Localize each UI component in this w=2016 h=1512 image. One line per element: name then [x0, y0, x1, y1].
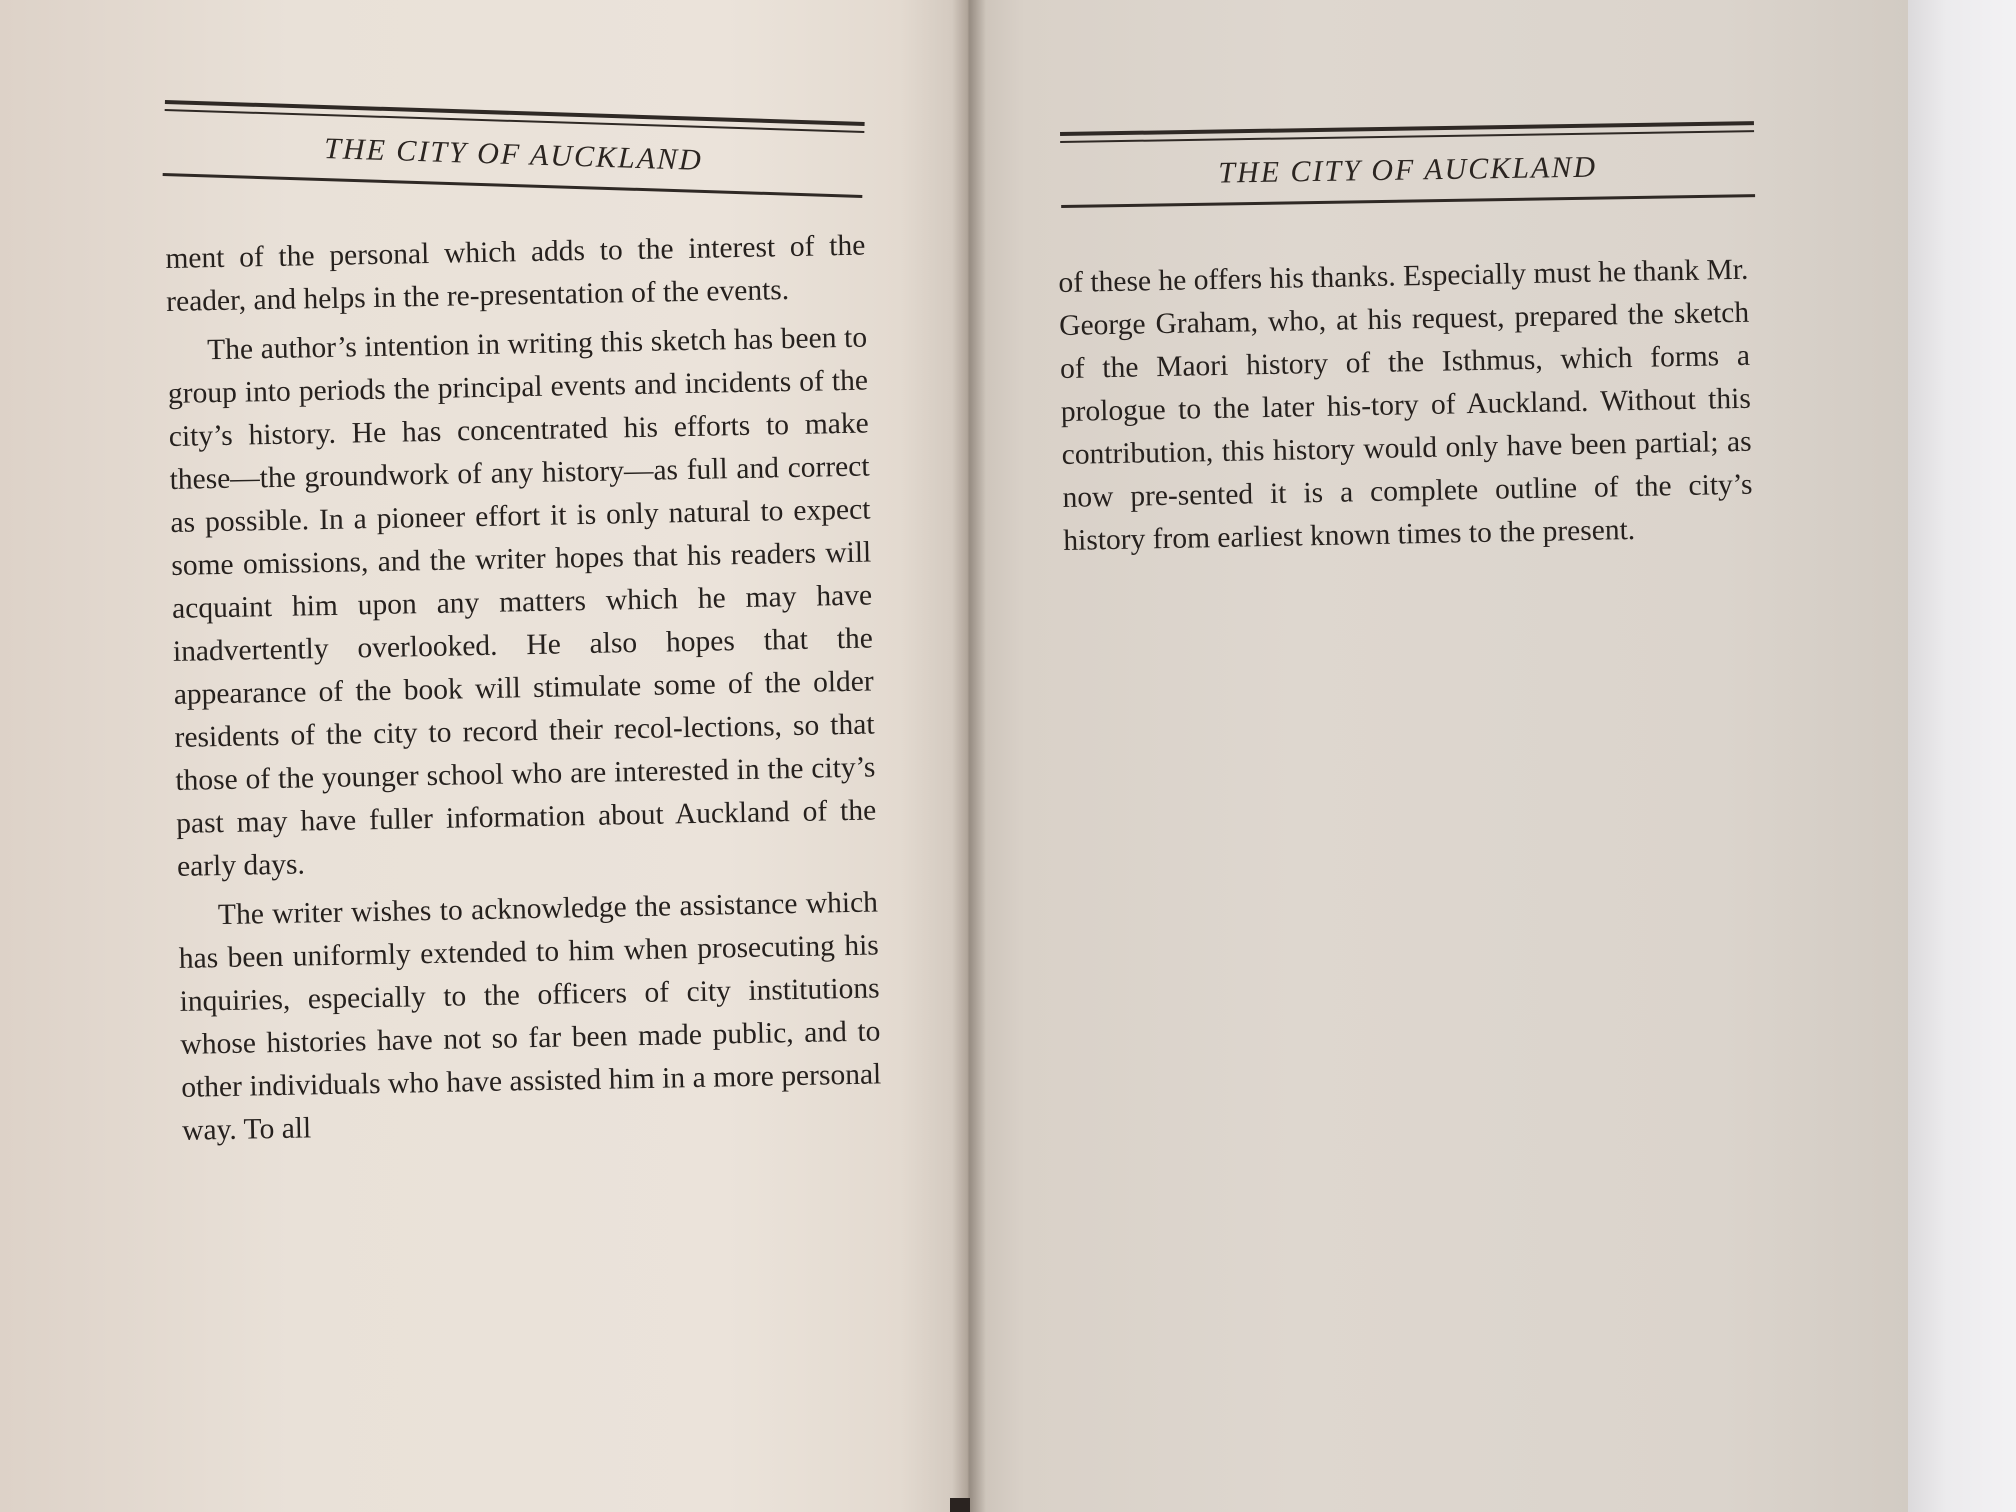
- background-surface: [1900, 0, 2016, 1512]
- paragraph: The author’s intention in writing this sketch has been to group into periods the principal events and incidents of the city’s history. He has concentrated his efforts to make these—the groundwork of any history—as full and correct as possible. In a pioneer effort it is only natural to expect some omissions, and the writer hopes that his readers will acquaint him upon any matters which he may have inadvertently overlooked. He also hopes that the appearance of the book will stimulate some of the older residents of the city to record their recol-lections, so that those of the younger school who are interested in the city’s past may have fuller information about Auckland of the early days.: [167, 321, 877, 883]
- running-head: THE CITY OF AUCKLAND: [1218, 150, 1598, 190]
- paragraph: of these he offers his thanks. Especially must he thank Mr. George Graham, who, at his request, prepared the sketch of the Maori history of the Isthmus, which forms a prologue to the later his-tory of Auckland. Without this contribution, this history would only have been partial; as now pre-sented it is a complete outline of the city’s history from earliest known times to the present.: [1058, 253, 1753, 557]
- left-page-body: [165, 225, 882, 1153]
- paragraph: The writer wishes to acknowledge the assistance which has been uniformly extended to him when prosecuting his inquiries, especially to the officers of city institutions whose histories have not so far been made public, and to other individuals who have assisted him in a more personal way. To all: [178, 886, 882, 1147]
- right-page-body: [1058, 249, 1754, 563]
- book-gutter: [952, 0, 986, 1512]
- book-spine-shadow: [950, 1498, 970, 1512]
- running-head: THE CITY OF AUCKLAND: [323, 132, 704, 177]
- right-page-header: [1060, 121, 1755, 208]
- paragraph: ment of the personal which adds to the interest of the reader, and helps in the re-presentation of the events.: [165, 229, 866, 318]
- right-page: [968, 0, 1908, 1512]
